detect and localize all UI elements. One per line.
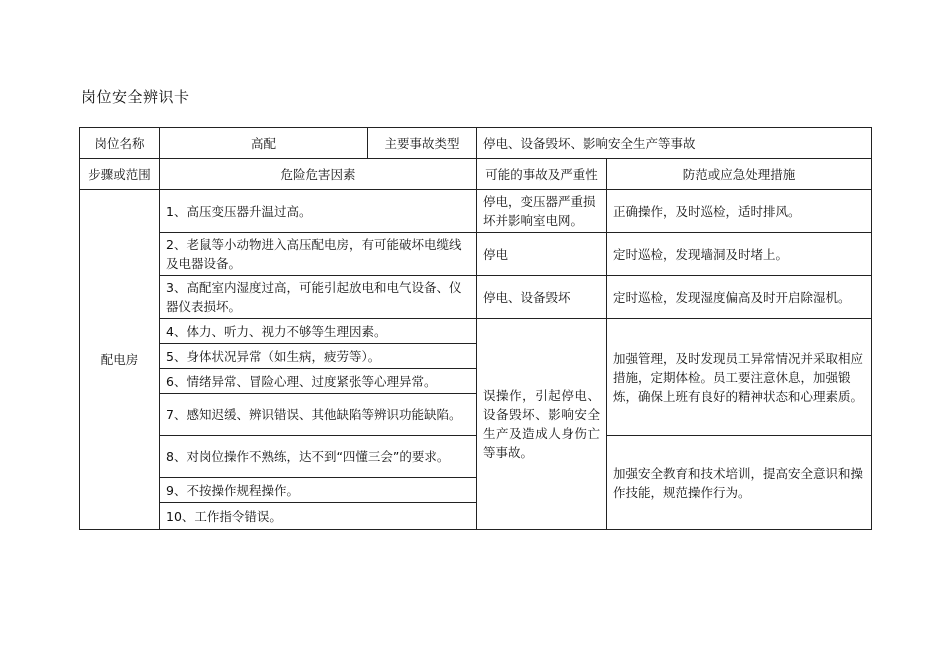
label-post-name: 岗位名称 (80, 128, 160, 159)
measure-cell: 定时巡检，发现墙洞及时堵上。 (607, 233, 872, 276)
measure-cell: 加强管理，及时发现员工异常情况并采取相应措施，定期体检。员工要注意休息，加强锻炼，确保上班有良好的精神状态和心理素质。 (607, 319, 872, 436)
measure-cell: 定时巡检，发现湿度偏高及时开启除湿机。 (607, 276, 872, 319)
hazard-item: 2、老鼠等小动物进入高压配电房，有可能破坏电缆线及电器设备。 (160, 233, 477, 276)
col-header-scope: 步骤或范围 (80, 159, 160, 190)
col-header-measure: 防范或应急处理措施 (607, 159, 872, 190)
label-accident-type: 主要事故类型 (368, 128, 477, 159)
consequence-cell: 停电，变压器严重损坏并影响室电网。 (477, 190, 607, 233)
table-row (80, 319, 872, 344)
header-row-post (80, 128, 872, 159)
col-header-hazard: 危险危害因素 (160, 159, 477, 190)
hazard-item: 10、工作指令错误。 (160, 503, 477, 530)
hazard-item: 3、高配室内湿度过高，可能引起放电和电气设备、仪器仪表损坏。 (160, 276, 477, 319)
table-row (80, 233, 872, 276)
consequence-cell: 停电、设备毁坏 (477, 276, 607, 319)
measure-cell: 正确操作，及时巡检，适时排风。 (607, 190, 872, 233)
post-name-value: 高配 (160, 128, 368, 159)
hazard-item: 5、身体状况异常（如生病，疲劳等）。 (160, 344, 477, 369)
hazard-item: 8、对岗位操作不熟练，达不到“四懂三会”的要求。 (160, 436, 477, 478)
table-row (80, 276, 872, 319)
hazard-item: 9、不按操作规程操作。 (160, 478, 477, 503)
safety-identification-table (79, 127, 872, 530)
measure-cell: 加强安全教育和技术培训，提高安全意识和操作技能，规范操作行为。 (607, 436, 872, 530)
hazard-item: 4、体力、听力、视力不够等生理因素。 (160, 319, 477, 344)
hazard-item: 7、感知迟缓、辨识错误、其他缺陷等辨识功能缺陷。 (160, 394, 477, 436)
consequence-cell: 误操作，引起停电、设备毁坏、影响安全生产及造成人身伤亡等事故。 (477, 319, 607, 530)
page-title: 岗位安全辨识卡 (81, 88, 190, 106)
col-header-consequence: 可能的事故及严重性 (477, 159, 607, 190)
table-row (80, 190, 872, 233)
consequence-cell: 停电 (477, 233, 607, 276)
header-row-columns (80, 159, 872, 190)
scope-cell: 配电房 (80, 190, 160, 530)
table-row (80, 436, 872, 478)
accident-type-value: 停电、设备毁坏、影响安全生产等事故 (477, 128, 872, 159)
hazard-item: 6、情绪异常、冒险心理、过度紧张等心理异常。 (160, 369, 477, 394)
hazard-item: 1、高压变压器升温过高。 (160, 190, 477, 233)
